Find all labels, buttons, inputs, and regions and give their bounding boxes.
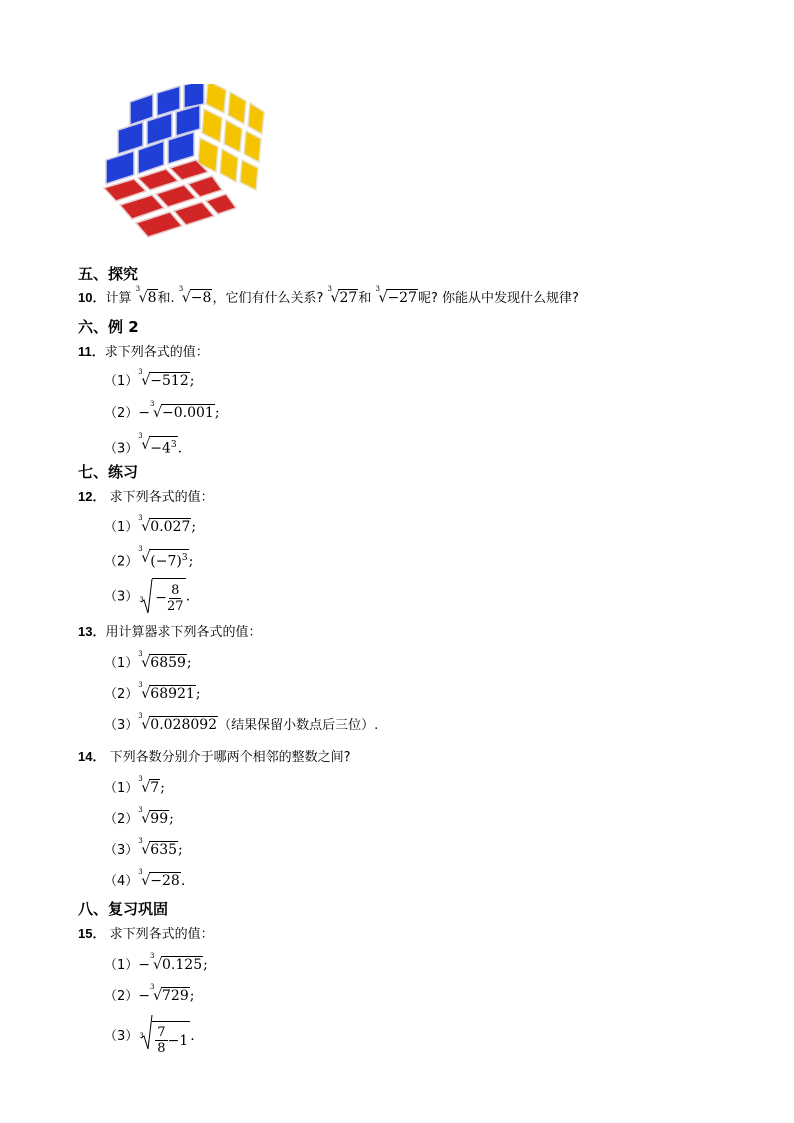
cube-root-8: 3 √ 8 — [135, 285, 157, 306]
cube-root-neg-27: 3 √ −27 — [375, 285, 417, 306]
question-14-item-2: （2） 3 √ 99; — [104, 806, 174, 827]
question-13-item-1: （1） 3 √ 6859; — [104, 650, 192, 671]
question-number: 12． — [78, 489, 106, 504]
question-10: 10．计算 3 √ 8和. 3 √ −8，它们有什么关系? 3 √ 27和 3 √ −27呢? 你能从中发现什么规律? — [78, 285, 579, 306]
question-13-item-3: （3） 3 √ 0.028092（结果保留小数点后三位）. — [104, 712, 379, 733]
question-13: 13．用计算器求下列各式的值： — [78, 624, 262, 640]
cube-yellow-face — [198, 84, 264, 190]
question-number: 11． — [78, 344, 105, 359]
question-11: 11．求下列各式的值： — [78, 344, 209, 360]
question-11-item-3: （3） 3 √ $-4^3$. — [104, 432, 183, 457]
question-12-item-3: （3） 3 − $\frac{8}{27}$ . — [104, 578, 190, 614]
section-heading-review: 八、复习巩固 — [78, 900, 169, 918]
question-number: 14． — [78, 749, 106, 764]
question-14-item-1: （1） 3 √ 7; — [104, 775, 165, 796]
section-heading-example-2: 六、例 2 — [78, 318, 139, 336]
question-11-item-2: （2）− 3 √ −0.001; — [104, 400, 220, 421]
cube-root-27: 3 √ 27 — [327, 285, 358, 306]
question-14-item-3: （3） 3 √ 635; — [104, 837, 183, 858]
question-12-item-2: （2） 3 √ $(-7)^3$; — [104, 545, 194, 570]
question-14: 14． 下列各数分别介于哪两个相邻的整数之间? — [78, 749, 351, 765]
question-13-item-2: （2） 3 √ 68921; — [104, 681, 201, 702]
rubiks-cube-illustration — [98, 84, 270, 250]
question-14-item-4: （4） 3 √ −28. — [104, 868, 186, 889]
question-15-item-3: （3） 3 $\frac{7}{8}$ −1 . — [104, 1014, 195, 1050]
cube-root-neg-8: 3 √ −8 — [178, 285, 212, 306]
question-12: 12． 求下列各式的值： — [78, 489, 214, 505]
section-heading-practice: 七、练习 — [78, 463, 139, 481]
question-number: 15． — [78, 926, 106, 941]
question-number: 10． — [78, 290, 106, 305]
question-11-item-1: （1） 3 √ −512; — [104, 368, 195, 389]
section-heading-explore: 五、探究 — [78, 265, 139, 283]
question-number: 13． — [78, 624, 106, 639]
question-12-item-1: （1） 3 √ 0.027; — [104, 514, 197, 535]
question-15-item-2: （2）− 3 √ 729; — [104, 983, 195, 1004]
question-15: 15． 求下列各式的值： — [78, 926, 214, 942]
question-15-item-1: （1）− 3 √ 0.125; — [104, 952, 208, 973]
